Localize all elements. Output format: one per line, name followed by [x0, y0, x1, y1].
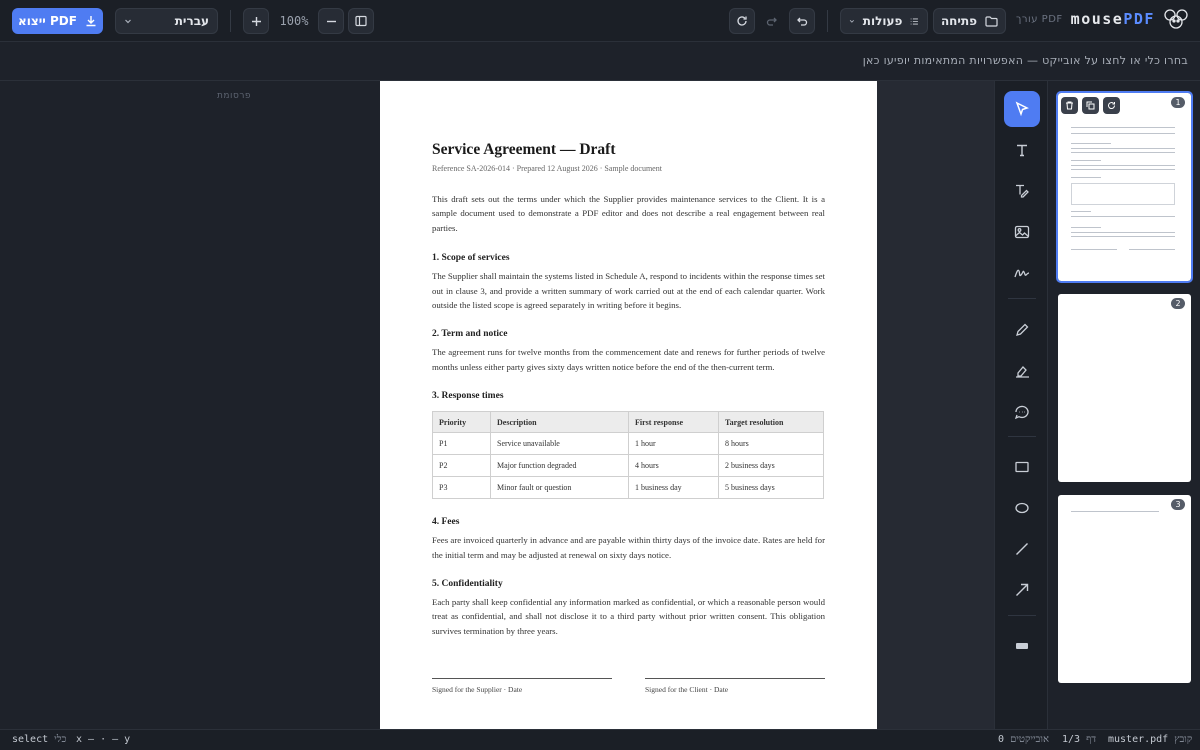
thumbnail-text-line [1071, 143, 1111, 144]
rotate-button[interactable] [729, 8, 755, 34]
table-cell: 1 business day [629, 477, 719, 499]
section-heading: 1. Scope of services [432, 253, 510, 264]
document-canvas[interactable] [380, 81, 994, 729]
thumbnail-text-line [1071, 216, 1175, 217]
thumbnail-text-line [1071, 211, 1091, 212]
thumbnail-text-line [1071, 232, 1175, 233]
page-thumbnail[interactable] [1058, 495, 1191, 683]
download-icon [85, 15, 97, 27]
document-title: Service Agreement — Draft [432, 141, 616, 158]
intro-paragraph: This draft sets out the terms under which the Supplier provides maintenance services to the Client. It is a sample document used to demonstrate a PDF editor and does not describe a real engagement between real parties. [432, 194, 825, 233]
text-tool-button[interactable] [1004, 132, 1040, 168]
thumbnail-text-line [1071, 511, 1159, 512]
brand-name [1071, 10, 1155, 28]
comment-tool-button[interactable] [1004, 394, 1040, 430]
table-cell: P3 [433, 477, 491, 499]
comment-icon [1014, 405, 1030, 420]
status-bar [0, 729, 1200, 750]
section-paragraph: Fees are invoiced quarterly in advance and are payable within thirty days of the invoice date. Rates are held for the initial term and may be adjusted at renewal on sixty days notice. [432, 535, 825, 560]
brand-subtitle: עורך PDF [1016, 13, 1063, 25]
brand-name-part2: PDF [1123, 10, 1155, 28]
toolbar-divider [827, 10, 828, 32]
thumbnail-text-line [1071, 160, 1101, 161]
brand-name-part1: mouse [1070, 10, 1124, 28]
fit-page-button[interactable] [348, 8, 374, 34]
rectangle-icon [1015, 461, 1029, 473]
rail-divider [1008, 615, 1036, 616]
open-label: פתיחה [940, 14, 978, 28]
thumbnail-text-line [1129, 249, 1175, 250]
ad-label: פרסומת [217, 91, 252, 101]
page-number-badge: 1 [1171, 97, 1185, 108]
trash-icon [1065, 101, 1074, 110]
page-thumbnail[interactable] [1058, 93, 1191, 281]
undo-icon [796, 15, 808, 27]
line-icon [1015, 542, 1029, 556]
arrow-icon [1015, 583, 1029, 597]
rotate-page-button[interactable] [1103, 97, 1120, 114]
pen-tool-button[interactable] [1004, 312, 1040, 348]
select-tool-button[interactable] [1004, 91, 1040, 127]
zoom-out-button[interactable] [318, 8, 344, 34]
table-row [433, 477, 824, 499]
page-label: דף [1086, 734, 1097, 745]
status-tool [12, 734, 66, 745]
section-heading: 4. Fees [432, 517, 460, 528]
actions-menu-button[interactable] [840, 8, 928, 34]
signature-tool-button[interactable] [1004, 255, 1040, 291]
language-select[interactable] [115, 8, 218, 34]
thumbnail-text-line [1071, 169, 1175, 170]
text-icon [1015, 143, 1029, 157]
thumbnail-text-line [1071, 249, 1117, 250]
highlighter-tool-button[interactable] [1004, 353, 1040, 389]
table-header: Priority [433, 412, 491, 433]
page-number-badge: 2 [1171, 298, 1185, 309]
chevron-down-icon [849, 17, 855, 25]
zoom-level: 100% [279, 14, 309, 28]
chevron-down-icon [124, 17, 132, 25]
ad-column [0, 81, 380, 729]
page-value: 1/3 [1062, 734, 1081, 745]
section-paragraph: The Supplier shall maintain the systems listed in Schedule A, respond to incidents within the response times set out in clause 3, and provide a written summary of work carried out at the end of each calendar quarter. Work outside the listed scope is agreed separately in writing before it begins. [432, 271, 825, 311]
line-tool-button[interactable] [1004, 531, 1040, 567]
objects-value: 0 [998, 734, 1005, 745]
section-heading: 5. Confidentiality [432, 579, 503, 590]
page-number-badge: 3 [1171, 499, 1185, 510]
table-cell: Service unavailable [491, 433, 629, 455]
thumbnail-table [1071, 183, 1175, 205]
redact-tool-button[interactable] [1004, 628, 1040, 664]
rail-divider [1008, 298, 1036, 299]
section-paragraph: The agreement runs for twelve months from the commencement date and renews for further periods of twelve months unless either party gives sixty days written notice before the end of the then-current term. [432, 347, 825, 372]
signature-row [432, 678, 825, 694]
redact-icon [1015, 642, 1029, 650]
file-value: muster.pdf [1108, 734, 1169, 745]
rotate-icon [736, 15, 748, 27]
status-tool-value: select [12, 734, 49, 745]
thumbnail-text-line [1071, 152, 1175, 153]
section-heading: 2. Term and notice [432, 329, 508, 340]
client-signature-line: Signed for the Client · Date [645, 678, 825, 694]
ellipse-tool-button[interactable] [1004, 490, 1040, 526]
brand [1016, 7, 1189, 31]
minus-icon [326, 16, 337, 27]
thumbnail-text-line [1071, 165, 1175, 166]
table-row [433, 455, 824, 477]
coordinates-value: x — · — y [76, 734, 131, 745]
context-hint-bar [0, 42, 1200, 81]
actions-label: פעולות [862, 14, 903, 28]
duplicate-page-button[interactable] [1082, 97, 1099, 114]
table-header: Description [491, 412, 629, 433]
status-coordinates [76, 734, 130, 745]
pen-icon [1015, 323, 1029, 337]
document-meta: Reference SA-2026-014 · Prepared 12 August 2026 · Sample document [432, 164, 662, 173]
redo-button[interactable] [759, 8, 785, 34]
thumbnail-text-line [1071, 236, 1175, 237]
edit-text-icon [1014, 183, 1030, 199]
export-label: ייצוא PDF [18, 14, 77, 28]
table-row [433, 433, 824, 455]
table-cell: 2 business days [719, 455, 824, 477]
table-cell: Minor fault or question [491, 477, 629, 499]
plus-icon [251, 16, 262, 27]
list-icon [910, 16, 919, 27]
signature-icon [1014, 267, 1030, 279]
table-cell: 1 hour [629, 433, 719, 455]
top-toolbar [0, 0, 1200, 42]
table-header: First response [629, 412, 719, 433]
mouse-logo-icon [1163, 8, 1189, 30]
toolbar-divider [230, 10, 231, 32]
folder-icon [985, 16, 998, 27]
open-file-button[interactable] [933, 8, 1006, 34]
ellipse-icon [1015, 502, 1029, 514]
fit-page-icon [355, 15, 367, 27]
page-thumbnails [1048, 81, 1200, 729]
undo-button[interactable] [789, 8, 815, 34]
table-cell: Major function degraded [491, 455, 629, 477]
table-cell: 4 hours [629, 455, 719, 477]
section-heading: 3. Response times [432, 391, 504, 402]
tool-rail [994, 81, 1048, 729]
thumbnail-text-line [1071, 133, 1175, 134]
image-tool-button[interactable] [1004, 214, 1040, 250]
table-header: Target resolution [719, 412, 824, 433]
thumbnail-text-line [1071, 177, 1101, 178]
table-cell: P2 [433, 455, 491, 477]
thumbnail-text-line [1071, 127, 1175, 128]
table-header-row [433, 412, 824, 433]
pdf-page[interactable] [380, 81, 877, 729]
edit-text-tool-button[interactable] [1004, 173, 1040, 209]
arrow-tool-button[interactable] [1004, 572, 1040, 608]
language-value: עברית [174, 14, 209, 28]
file-label: קובץ [1174, 734, 1193, 745]
status-file [1108, 734, 1192, 745]
zoom-in-button[interactable] [243, 8, 269, 34]
status-page [1062, 734, 1096, 745]
copy-icon [1086, 101, 1095, 110]
table-cell: 8 hours [719, 433, 824, 455]
thumbnail-text-line [1071, 227, 1101, 228]
page-thumbnail[interactable] [1058, 294, 1191, 482]
rectangle-tool-button[interactable] [1004, 449, 1040, 485]
image-icon [1014, 225, 1030, 239]
redo-icon [766, 15, 778, 27]
export-pdf-button[interactable] [12, 8, 103, 34]
supplier-signature-line: Signed for the Supplier · Date [432, 678, 612, 694]
objects-label: אובייקטים [1010, 734, 1049, 745]
highlighter-icon [1015, 364, 1030, 378]
rotate-icon [1107, 101, 1116, 110]
table-cell: 5 business days [719, 477, 824, 499]
response-times-table [432, 411, 824, 499]
context-hint: בחרו כלי או לחצו על אובייקט — האפשרויות המתאימות יופיעו כאן [862, 54, 1188, 67]
section-paragraph: Each party shall keep confidential any information marked as confidential, or which a reasonable person would treat as confidential, and shall not disclose it to a third party without prior written consent. This obligation survives termination by three years. [432, 597, 825, 636]
delete-page-button[interactable] [1061, 97, 1078, 114]
status-objects [998, 734, 1049, 745]
thumbnail-text-line [1071, 148, 1175, 149]
rail-divider [1008, 436, 1036, 437]
select-icon [1014, 101, 1030, 117]
table-cell: P1 [433, 433, 491, 455]
status-tool-label: כלי [54, 734, 67, 745]
